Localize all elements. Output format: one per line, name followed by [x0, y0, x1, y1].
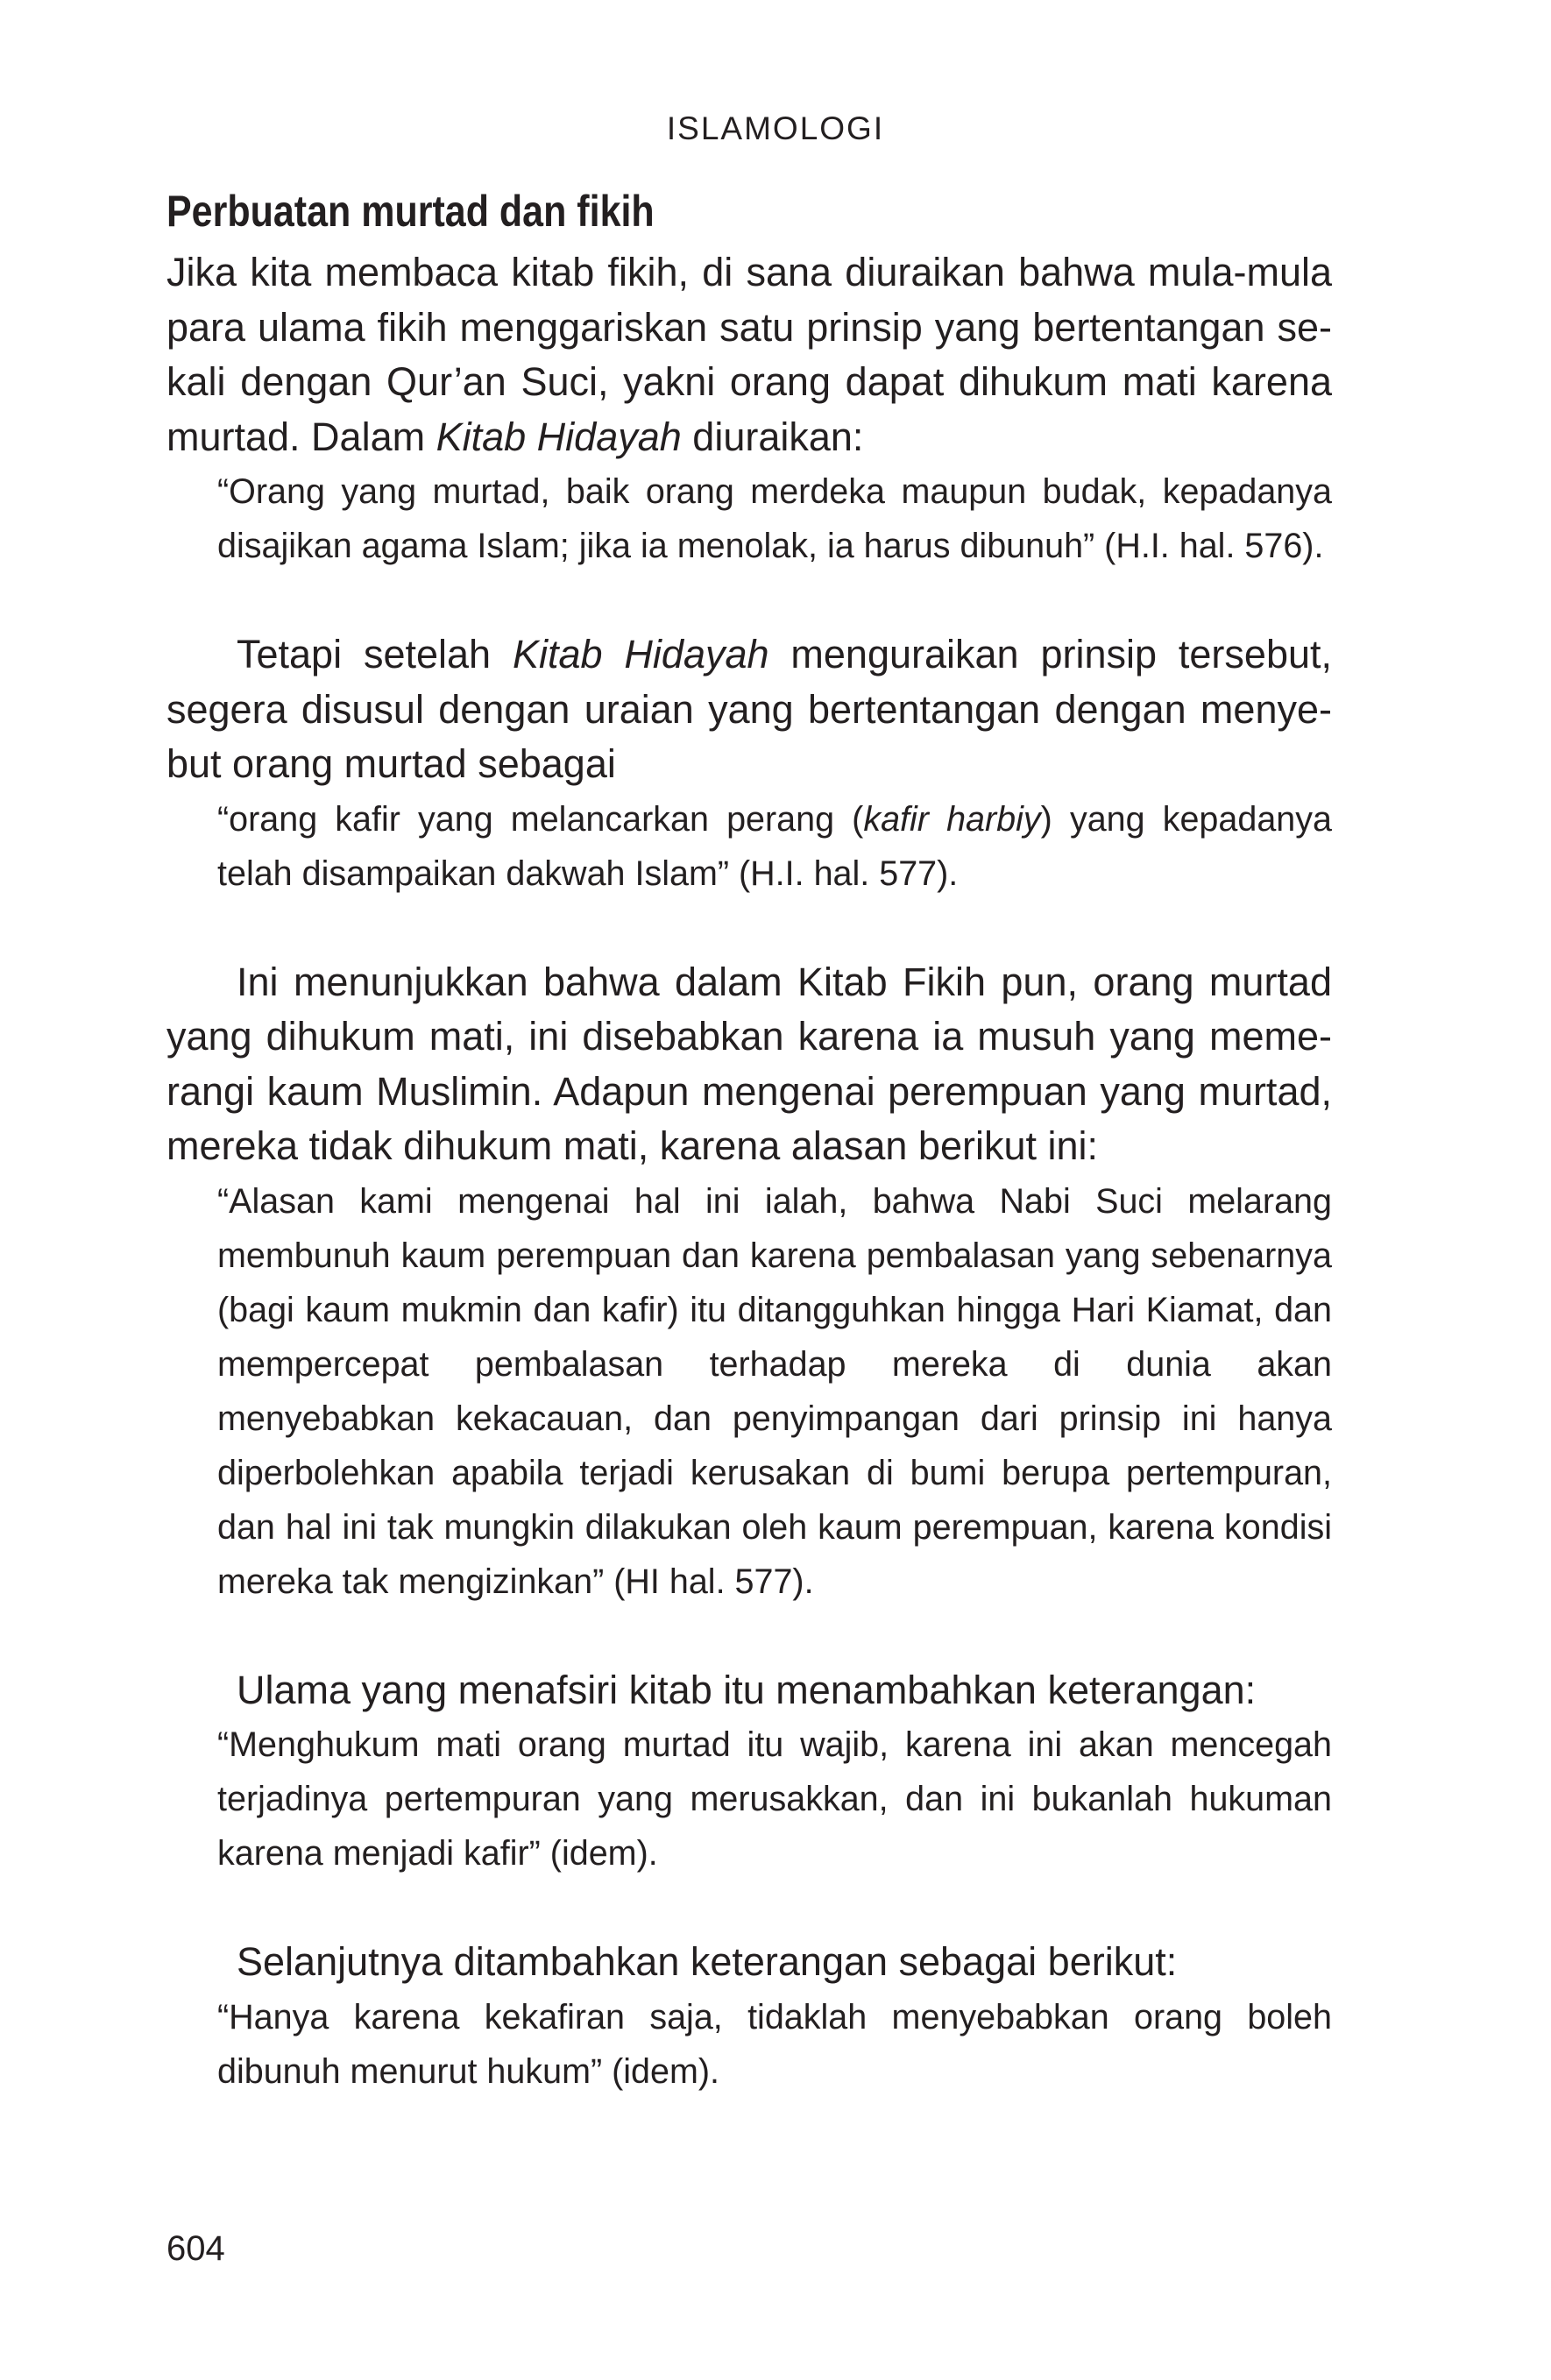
quote-3: “Alasan kami mengenai hal ini ialah, bahwa Nabi Suci melarang membunuh kaum perempuan dan karena pembalasan yang sebenarnya (bagi kaum mukmin dan kafir) itu ditangguhkan hingga Hari Kiamat, dan mempercepat pembalasan terhadap mereka di dunia akan menyebabkan kekacauan, dan penyimpangan dari prinsip ini hanya diperbolehkan apabila terjadi kerusakan di bumi berupa pertempuran, dan hal ini tak mungkin dilakukan oleh kaum perempuan, karena kondisi mereka tak mengizinkan” (HI hal. 577). — [217, 1181, 1332, 1601]
quote-1: “Orang yang murtad, baik orang merdeka maupun budak, kepadanya disajikan agama Islam; jika ia menolak, ia harus dibunuh” (H.I. hal. 576). — [217, 472, 1332, 565]
paragraph-5: Selanjutnya ditambahkan keterangan sebagai berikut: — [237, 1939, 1178, 1984]
paragraph-1-italic: Kitab Hidayah — [436, 414, 682, 459]
paragraph-2-end: menguraikan prinsip tersebut, segera disusul dengan uraian yang bertentangan dengan menyebut orang murtad sebagai — [166, 632, 1332, 786]
paragraph-1-end: diuraikan: — [681, 414, 864, 459]
spacer — [166, 1881, 1332, 1935]
quote-2-end: ) yang kepadanya telah disampaikan dakwah Islam” (H.I. hal. 577). — [217, 799, 1332, 893]
paragraph-4: Ulama yang menafsiri kitab itu menambahkan keterangan: — [237, 1667, 1257, 1712]
paragraph-2 — [166, 627, 1332, 792]
page-number: 604 — [166, 2229, 225, 2268]
paragraph-1-text: Jika kita membaca kitab fikih, di sana diuraikan bahwa mula-mula para ulama fikih menggariskan satu prinsip yang bertentangan sekali dengan Qur’an Suci, yakni orang dapat dihukum mati karena murtad. Dalam — [166, 250, 1332, 459]
quote-4: “Menghukum mati orang murtad itu wajib, karena ini akan mencegah terjadinya pertempuran yang merusakkan, dan ini bukanlah hukuman karena menjadi kafir” (idem). — [217, 1725, 1332, 1873]
spacer — [166, 1609, 1332, 1663]
quote-2 — [217, 792, 1332, 901]
paragraph-2-text: Tetapi setelah — [237, 632, 513, 676]
quote-5: “Hanya karena kekafiran saja, tidaklah menyebabkan orang boleh dibunuh menurut hukum” (idem). — [217, 1997, 1332, 2091]
paragraph-2-italic: Kitab Hidayah — [512, 632, 769, 676]
spacer — [166, 573, 1332, 627]
quote-2-italic: kafir harbiy — [863, 799, 1041, 839]
page-content — [166, 182, 1332, 2099]
spacer — [166, 901, 1332, 955]
paragraph-3: Ini menunjukkan bahwa dalam Kitab Fikih pun, orang murtad yang dihukum mati, ini disebabkan karena ia musuh yang memerangi kaum Muslimin. Adapun mengenai perempuan yang murtad, mereka tidak dihukum mati, karena alasan berikut ini: — [166, 959, 1332, 1168]
section-title: Perbuatan murtad dan fikih — [166, 187, 655, 236]
paragraph-1 — [166, 245, 1332, 464]
quote-2-text: “orang kafir yang melancarkan perang ( — [217, 799, 864, 839]
running-head: ISLAMOLOGI — [666, 110, 885, 146]
